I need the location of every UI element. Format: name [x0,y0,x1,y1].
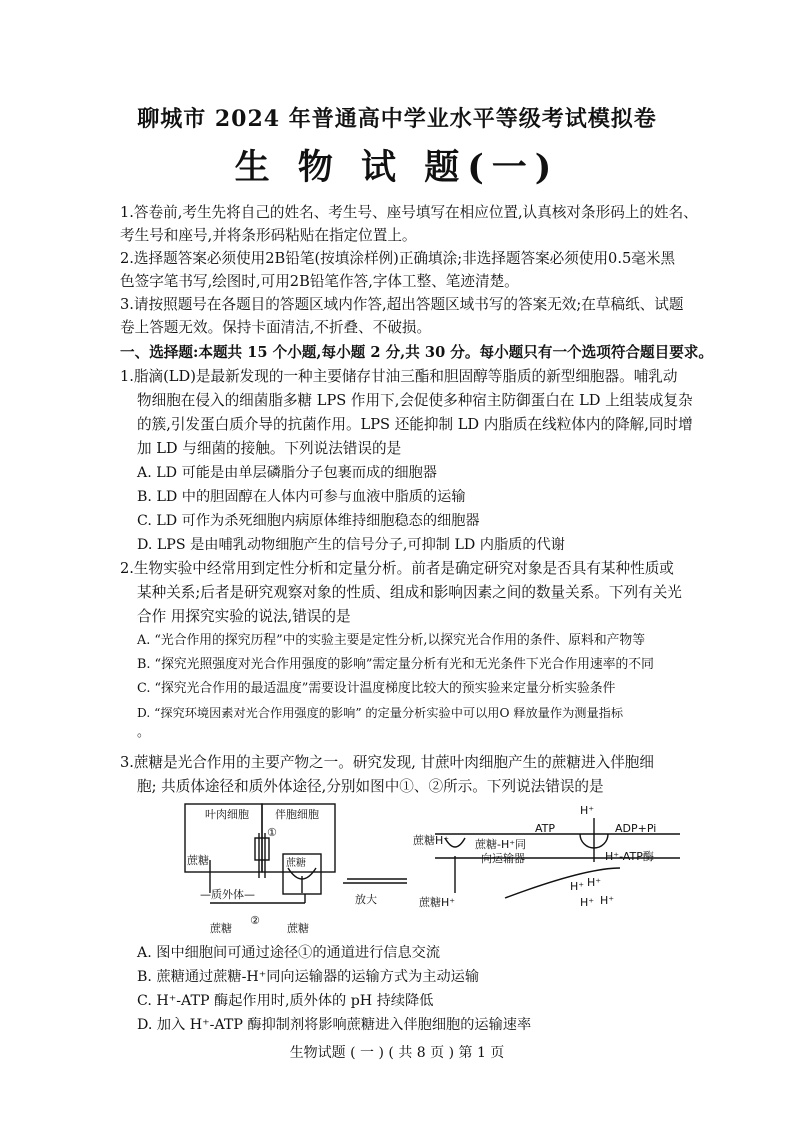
q2-option-b: B. “探究光照强度对光合作用强度的影响”需定量分析有光和无光条件下光合作用速率的不同 [137,657,654,672]
sucrose-bottom-right: 蔗糖 [287,922,309,935]
q3-option-d: D. 加入 H⁺-ATP 酶抑制剂将影响蔗糖进入伴胞细胞的运输速率 [137,1017,532,1033]
q2-option-c: C. “探究光合作用的最适温度”需要设计温度梯度比较大的预实验来定量分析实验条件 [137,681,616,696]
pathway-1-label: ① [267,826,277,839]
q1-option-d: D. LPS 是由哺乳动物细胞产生的信号分子,可抑制 LD 内脂质的代谢 [137,537,565,553]
q2-stem-line: 2.生物实验中经常用到定性分析和定量分析。前者是确定研究对象是否具有某种性质或 [120,560,674,577]
q1-stem-line: 1.脂滴(LD)是最新发现的一种主要储存甘油三酯和胆固醇等脂质的新型细胞器。哺乳动 [120,368,678,385]
sucrose-transport-figure [175,798,720,938]
q2-option-a: A. “光合作用的探究历程”中的实验主要是定性分析,以探究光合作用的条件、原料和产物等 [137,633,646,648]
q1-stem-line: 的簇,引发蛋白质介导的抗菌作用。LPS 还能抑制 LD 内脂质在线粒体内的降解,同时增 [137,416,693,433]
sucrose-h-bottom: 蔗糖H⁺ [419,896,456,909]
magnify-label: 放大 [355,893,377,906]
page-footer: 生物试题 ( 一 ) ( 共 8 页 ) 第 1 页 [289,1045,505,1061]
transporter-line-2: 向运输器 [481,852,525,865]
transporter-line-1: 蔗糖-H⁺同 [475,838,527,851]
exam-title: 聊城市 2024 年普通高中学业水平等级考试模拟卷 [137,106,657,132]
q3-option-a: A. 图中细胞间可通过途径①的通道进行信息交流 [137,945,441,961]
instruction-line: 色签字笔书写,绘图时,可用2B铅笔作答,字体工整、笔迹清楚。 [120,273,519,290]
q2-stem-line: 某种关系;后者是研究观察对象的性质、组成和影响因素之间的数量关系。下列有关光 [137,584,682,601]
q3-stem-line: 胞; 共质体途径和质外体途径,分别如图中①、②所示。下列说法错误的是 [137,778,604,795]
q3-stem-line: 3.蔗糖是光合作用的主要产物之一。研究发现, 甘蔗叶肉细胞产生的蔗糖进入伴胞细 [120,754,654,771]
sucrose-h-top: 蔗糖H⁺ [413,834,450,847]
subject-title: 生 物 试 题(一) [234,147,560,188]
proton-label: H⁺ [600,894,615,907]
q2-stem-line: 合作 用探究实验的说法,错误的是 [137,608,351,625]
instruction-line: 卷上答题无效。保持卡面清洁,不折叠、不破损。 [120,319,432,336]
adp-label: ADP+Pi [615,822,657,835]
instruction-line: 1.答卷前,考生先将自己的姓名、考生号、座号填写在相应位置,认真核对条形码上的姓名、 [120,204,698,221]
q1-option-c: C. LD 可作为杀死细胞内病原体维持细胞稳态的细胞器 [137,513,480,529]
sucrose-box-label: 蔗糖 [286,858,306,869]
proton-label: H⁺ [587,876,602,889]
instruction-line: 考生号和座号,并将条形码粘贴在指定位置上。 [120,227,417,244]
atp-label: ATP [535,822,556,835]
sucrose-bottom-left: 蔗糖 [210,922,232,935]
mesophyll-label: 叶肉细胞 [205,808,249,821]
q3-option-b: B. 蔗糖通过蔗糖-H⁺同向运输器的运输方式为主动运输 [137,969,480,985]
q1-stem-line: 加 LD 与细菌的接触。下列说法错误的是 [137,440,402,457]
q3-option-c: C. H⁺-ATP 酶起作用时,质外体的 pH 持续降低 [137,993,434,1009]
pathway-2-label: ② [250,914,260,927]
q2-option-d-cont: 。 [137,725,150,740]
instruction-line: 3.请按照题号在各题目的答题区域内作答,超出答题区域书写的答案无效;在草稿纸、试题 [120,296,684,313]
h-atpase-label: H⁺-ATP酶 [605,850,654,863]
q1-stem-line: 物细胞在侵入的细菌脂多糖 LPS 作用下,会促使多种宿主防御蛋白在 LD 上组装成复杂 [137,392,693,409]
h-top-label: H⁺ [580,804,595,817]
q1-option-b: B. LD 中的胆固醇在人体内可参与血液中脂质的运输 [137,489,466,505]
companion-label: 伴胞细胞 [275,808,319,821]
proton-label: H⁺ [580,896,595,909]
q1-option-a: A. LD 可能是由单层磷脂分子包裹而成的细胞器 [137,465,437,481]
apoplast-label: —质外体— [200,888,255,901]
q2-option-d: D. “探究环境因素对光合作用强度的影响” 的定量分析实验中可以用O 释放量作为测量指标 [137,706,624,720]
instruction-line: 2.选择题答案必须使用2B铅笔(按填涂样例)正确填涂;非选择题答案必须使用0.5毫米黑 [120,250,676,267]
sucrose-left-label: 蔗糖 [187,854,209,867]
section-heading: 一、选择题:本题共 15 个小题,每小题 2 分,共 30 分。每小题只有一个选项符合题目要求。 [120,344,713,361]
proton-label: H⁺ [570,880,585,893]
